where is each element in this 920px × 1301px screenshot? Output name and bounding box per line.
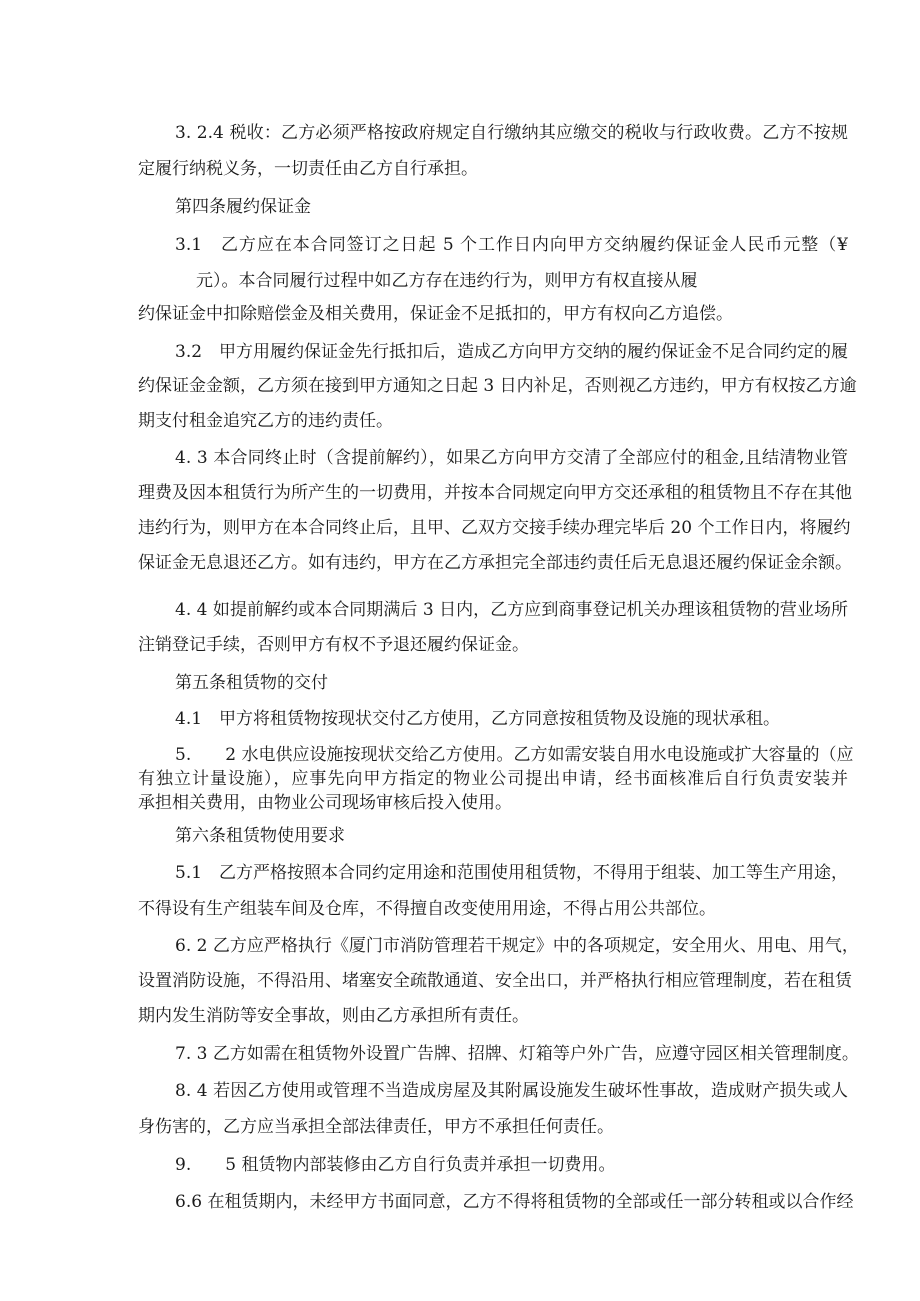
para-3-2-4-line-2: 定履行纳税义务，一切责任由乙方自行承担。 bbox=[138, 159, 478, 179]
para-5-line-2: 有独立计量设施），应事先向甲方指定的物业公司提出申请，经书面核准后自行负责安装并 bbox=[138, 769, 848, 789]
para-5-1-line-2: 不得设有生产组装车间及仓库，不得擅自改变使用用途，不得占用公共部位。 bbox=[138, 899, 716, 919]
para-8-4-line-1: 8. 4 若因乙方使用或管理不当造成房屋及其附属设施发生破坏性事故，造成财产损失或人 bbox=[175, 1081, 848, 1101]
para-9-5-line-1: 9. 5 租赁物内部装修由乙方自行负责并承担一切费用。 bbox=[175, 1155, 616, 1175]
para-3-2-line-3: 期支付租金追究乙方的违约责任。 bbox=[138, 411, 393, 431]
para-3-1-line-2: 元）。本合同履行过程中如乙方存在违约行为，则甲方有权直接从履 bbox=[196, 271, 698, 291]
para-4-4-line-1: 4. 4 如提前解约或本合同期满后 3 日内，乙方应到商事登记机关办理该租赁物的营业场所 bbox=[175, 600, 848, 620]
para-5-1-line-1: 5.1 乙方严格按照本合同约定用途和范围使用租赁物，不得用于组装、加工等生产用途， bbox=[175, 863, 849, 883]
para-7-3-line-1: 7. 3 乙方如需在租赁物外设置广告牌、招牌、灯箱等户外广告，应遵守园区相关管理制度。 bbox=[175, 1044, 859, 1064]
para-6-2-line-3: 期内发生消防等安全事故，则由乙方承担所有责任。 bbox=[138, 1006, 529, 1026]
para-3-2-line-2: 约保证金金额，乙方须在接到甲方通知之日起 3 日内补足，否则视乙方违约，甲方有权按乙方逾 bbox=[138, 376, 857, 396]
para-4-3-line-4: 保证金无息退还乙方。如有违约，甲方在乙方承担完全部违约责任后无息退还履约保证金余额。 bbox=[138, 553, 852, 573]
para-3-2-line-1: 3.2 甲方用履约保证金先行抵扣后，造成乙方向甲方交纳的履约保证金不足合同约定的履 bbox=[175, 342, 849, 362]
para-4-4-line-2: 注销登记手续，否则甲方有权不予退还履约保证金。 bbox=[138, 635, 529, 655]
para-3-1-line-1: 3.1 乙方应在本合同签订之日起 5 个工作日内向甲方交纳履约保证金人民币元整（¥ bbox=[175, 235, 848, 255]
heading-article-5: 第五条租赁物的交付 bbox=[175, 673, 328, 693]
para-8-4-line-2: 身伤害的，乙方应当承担全部法律责任，甲方不承担任何责任。 bbox=[138, 1117, 614, 1137]
para-6-2-line-1: 6. 2 乙方应严格执行《厦门市消防管理若干规定》中的各项规定，安全用火、用电、用气， bbox=[175, 936, 859, 956]
para-4-1-line-1: 4.1 甲方将租赁物按现状交付乙方使用，乙方同意按租赁物及设施的现状承租。 bbox=[175, 709, 781, 729]
para-6-2-line-2: 设置消防设施，不得沿用、堵塞安全疏散通道、安全出口，并严格执行相应管理制度，若在租赁 bbox=[138, 971, 852, 991]
para-6-6-line-1: 6.6 在租赁期内，未经甲方书面同意，乙方不得将租赁物的全部或任一部分转租或以合作经 bbox=[175, 1192, 854, 1212]
para-3-2-4-line-1: 3. 2.4 税收：乙方必须严格按政府规定自行缴纳其应缴交的税收与行政收费。乙方不按规 bbox=[175, 123, 848, 143]
para-5-line-3: 承担相关费用，由物业公司现场审核后投入使用。 bbox=[138, 793, 512, 813]
para-3-1-line-3: 约保证金中扣除赔偿金及相关费用，保证金不足抵扣的，甲方有权向乙方追偿。 bbox=[138, 304, 733, 324]
para-4-3-line-2: 理费及因本租赁行为所产生的一切费用，并按本合同规定向甲方交还承租的租赁物且不存在其他 bbox=[138, 483, 852, 503]
heading-article-6: 第六条租赁物使用要求 bbox=[175, 826, 345, 846]
para-4-3-line-1: 4. 3 本合同终止时（含提前解约），如果乙方向甲方交清了全部应付的租金,且结清物业管 bbox=[175, 448, 848, 468]
heading-article-4: 第四条履约保证金 bbox=[175, 197, 311, 217]
para-5-line-1: 5. 2 水电供应设施按现状交给乙方使用。乙方如需安装自用水电设施或扩大容量的（应 bbox=[175, 745, 854, 765]
para-4-3-line-3: 违约行为，则甲方在本合同终止后，且甲、乙双方交接手续办理完毕后 20 个工作日内，将履约 bbox=[138, 518, 851, 538]
